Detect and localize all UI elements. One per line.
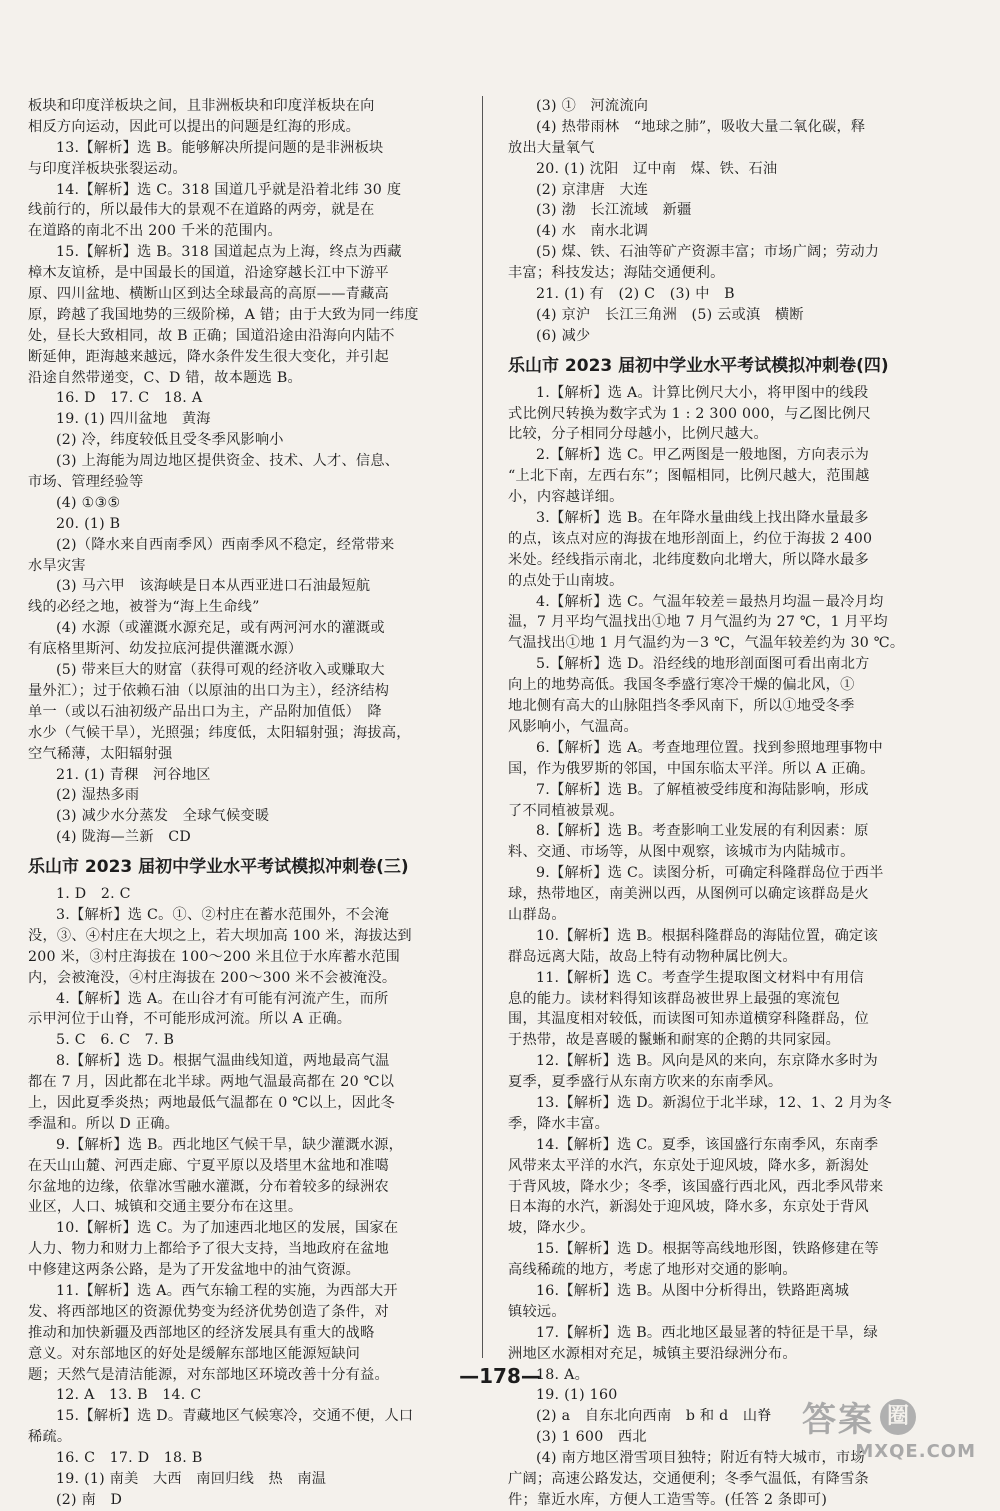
text-line: 稀疏。 (28, 1429, 72, 1446)
text-line: (4) 水源（或灌溉水源充足，或有两河河水的灌溉或 (56, 620, 385, 637)
text-line: 13.【解析】选 B。能够解决所提问题的是非洲板块 (56, 139, 384, 156)
text-line: 坡，降水少。 (508, 1220, 595, 1237)
text-line: 9.【解析】选 B。西北地区气候干旱，缺少灌溉水源， (56, 1136, 404, 1153)
text-line: 空气稀薄，太阳辐射强 (28, 745, 173, 762)
text-line: 向上的地势高低。我国冬季盛行寒冷干燥的偏北风，① (508, 677, 855, 694)
text-line: 地北侧有高大的山脉阻挡冬季风南下，所以①地受冬季 (508, 698, 855, 715)
site-watermark (802, 1392, 982, 1468)
text-line: (4) 南方地区滑雪项目独特；附近有特大城市，市场 (536, 1450, 865, 1467)
text-line: 8.【解析】选 D。根据气温曲线知道，两地最高气温 (56, 1053, 390, 1070)
text-line: 没，③、④村庄在大坝之上，若大坝加高 100 米，海拔达到 (28, 927, 412, 944)
text-line: (4) 陇海—兰新 CD (56, 829, 191, 846)
text-line: (3) 上海能为周边地区提供资金、技术、人才、信息、 (56, 453, 400, 470)
text-line: 上，因此夏季炎热；两地最低气温都在 0 ℃以上，因此冬 (28, 1094, 395, 1111)
column-divider (482, 96, 483, 1358)
text-line: 8.【解析】选 B。考查影响工业发展的有利因素：原 (536, 823, 869, 840)
text-line: 题；天然气是清洁能源，对东部地区环境改善十分有益。 (28, 1366, 389, 1383)
text-line: 15.【解析】选 D。根据等高线地形图，铁路修建在等 (536, 1241, 879, 1258)
text-line: 1. D 2. C (56, 886, 131, 903)
text-line: 丰富；科技发达；海陆交通便利。 (508, 265, 725, 282)
text-line: 日本海的水汽，新潟处于迎风坡，降水多，东京处于背风 (508, 1199, 869, 1216)
text-line: 14.【解析】选 C。夏季，该国盛行东南季风，东南季 (536, 1136, 879, 1153)
text-line: 19. (1) 四川盆地 黄海 (56, 411, 211, 428)
text-line: 意义。对东部地区的好处是缓解东部地区能源短缺问 (28, 1345, 361, 1362)
watermark-badge-icon: 圈 (880, 1399, 916, 1435)
text-line: 17.【解析】选 B。西北地区最显著的特征是干旱，绿 (536, 1324, 878, 1341)
text-line: 镇较远。 (508, 1303, 566, 1320)
text-line: 国，作为俄罗斯的邻国，中国东临太平洋。所以 A 正确。 (508, 760, 875, 777)
text-line: 15.【解析】选 B。318 国道起点为上海，终点为西藏 (56, 244, 402, 261)
text-line: (3) 1 600 西北 (536, 1429, 647, 1446)
text-line: 1.【解析】选 A。计算比例尺大小，将甲图中的线段 (536, 384, 869, 401)
text-line: 19. (1) 南美 大西 南回归线 热 南温 (56, 1471, 327, 1487)
text-line: 在道路的南北不出 200 千米的范围内。 (28, 223, 282, 240)
text-line: 围，其温度相对较低，而读图可知赤道横穿科隆群岛，位 (508, 1011, 869, 1028)
text-line: 的点，该点对应的海拔在地形剖面上，约位于海拔 2 400 (508, 530, 873, 547)
text-line: 与印度洋板块张裂运动。 (28, 160, 187, 177)
text-line: (2) 京津唐 大连 (536, 181, 649, 198)
text-line: 示甲河位于山脊，不可能形成河流。所以 A 正确。 (28, 1011, 352, 1028)
text-line: 式比例尺转换为数字式为 1 : 2 300 000，与乙图比例尺 (508, 405, 871, 422)
text-line: 息的能力。读材料得知该群岛被世界上最强的寒流包 (508, 990, 841, 1007)
text-line: 水旱灾害 (28, 557, 86, 574)
text-line: 温，7 月平均气温找出①地 7 月气温约为 27 ℃，1 月平均 (508, 614, 888, 631)
text-line: 市场、管理经验等 (28, 474, 144, 491)
text-line: 于背风坡，降水少；冬季，该国盛行西北风，西北季风带来 (508, 1178, 884, 1195)
left-column (28, 96, 460, 1511)
text-line: 在天山山麓、河西走廊、宁夏平原以及塔里木盆地和准噶 (28, 1157, 389, 1174)
section-title: 乐山市 2023 届初中学业水平考试模拟冲刺卷(四) (508, 355, 889, 376)
text-line: 料、交通、市场等，从图中观察，该城市为内陆城市。 (508, 844, 855, 861)
text-line: 12. A 13. B 14. C (56, 1387, 202, 1404)
text-line: 19. (1) 160 (536, 1387, 618, 1404)
text-line: 气温找出①地 1 月气温约为－3 ℃，气温年较差约为 30 ℃。 (508, 635, 905, 652)
text-line: 断延伸，距海越来越远，降水条件发生很大变化，并引起 (28, 348, 389, 365)
text-line: 6.【解析】选 A。考查地理位置。找到参照地理事物中 (536, 739, 883, 756)
text-line: 季温和。所以 D 正确。 (28, 1115, 180, 1132)
text-line: (2) a 自东北向西南 b 和 d 山脊 (536, 1408, 772, 1425)
text-line: (2) 南 D (56, 1491, 123, 1508)
text-line: (2) 冷，纬度较低且受冬季风影响小 (56, 432, 284, 449)
text-line: 广阔；高速公路发达，交通便利；冬季气温低，有降雪条 (508, 1471, 869, 1487)
text-line: (3) ① 河流流向 (536, 98, 649, 114)
text-line: (3) 渤 长江流域 新疆 (536, 202, 692, 219)
text-line: 18. A。 (536, 1366, 590, 1383)
text-line: 11.【解析】选 C。考查学生提取图文材料中有用信 (536, 969, 864, 986)
text-line: 16. D 17. C 18. A (56, 390, 203, 407)
text-line: 季，降水丰富。 (508, 1115, 610, 1132)
text-line: 12.【解析】选 B。风向是风的来向，东京降水多时为 (536, 1053, 878, 1070)
text-line: 山群岛。 (508, 906, 566, 923)
text-line: 10.【解析】选 B。根据科隆群岛的海陆位置，确定该 (536, 927, 878, 944)
text-line: (2)（降水来自西南季风）西南季风不稳定，经常带来 (56, 536, 395, 553)
text-line: 11.【解析】选 A。西气东输工程的实施，为西部大开 (56, 1282, 398, 1299)
text-line: 业区，人口、城镇和交通主要分布在这里。 (28, 1199, 303, 1216)
text-line: 16. C 17. D 18. B (56, 1450, 203, 1467)
text-line: (5) 带来巨大的财富（获得可观的经济收入或赚取大 (56, 662, 385, 679)
text-line: 水少（气候干旱），光照强；纬度低，太阳辐射强；海拔高， (28, 724, 411, 741)
text-line: 夏季，夏季盛行从东南方吹来的东南季风。 (508, 1074, 783, 1091)
text-line: 都在 7 月，因此都在北半球。两地气温最高都在 20 ℃以 (28, 1074, 395, 1091)
text-line: 15.【解析】选 D。青藏地区气候寒冷，交通不便，人口 (56, 1408, 414, 1425)
text-line: 人力、物力和财力上都给予了很大支持，当地政府在盆地 (28, 1241, 389, 1258)
text-line: 小，内容越详细。 (508, 489, 624, 506)
text-line: 比较，分子相同分母越小，比例尺越大。 (508, 426, 768, 443)
text-line: 3.【解析】选 B。在年降水量曲线上找出降水量最多 (536, 510, 869, 527)
text-line: 于热带，故是喜暖的鬣蜥和耐寒的企鹅的共同家园。 (508, 1032, 841, 1049)
text-line: 20. (1) 沈阳 辽中南 煤、铁、石油 (536, 160, 778, 177)
text-line: 群岛远离大陆，故岛上特有动物种属比例大。 (508, 948, 797, 965)
text-line: 7.【解析】选 B。了解植被受纬度和海陆影响，形成 (536, 781, 869, 798)
text-line: 沿途自然带递变，C、D 错，故本题选 B。 (28, 369, 302, 386)
text-line: 洲地区水源相对充足，城镇主要沿绿洲分布。 (508, 1345, 797, 1362)
text-line: 3.【解析】选 C。①、②村庄在蓄水范围外，不会淹 (56, 906, 390, 923)
text-line: 10.【解析】选 C。为了加速西北地区的发展，国家在 (56, 1220, 399, 1237)
text-line: 尔盆地的边缘，依靠冰雪融水灌溉，分布着较多的绿洲农 (28, 1178, 389, 1195)
watermark-text: 答案 (802, 1400, 874, 1440)
text-line: (5) 煤、铁、石油等矿产资源丰富；市场广阔；劳动力 (536, 244, 880, 261)
text-line: 单一（或以石油初级产品出口为主，产品附加值低） 降 (28, 703, 382, 720)
text-line: “上北下南，左西右东”；图幅相同，比例尺越大，范围越 (508, 468, 870, 485)
text-line: 9.【解析】选 C。读图分析，可确定科隆群岛位于西半 (536, 865, 884, 882)
text-line: 板块和印度洋板块之间，且非洲板块和印度洋板块在向 (28, 98, 375, 114)
text-line: 21. (1) 青稞 河谷地区 (56, 766, 211, 783)
text-line: 5. C 6. C 7. B (56, 1032, 175, 1049)
text-line: 200 米，③村庄海拔在 100～200 米且位于水库蓄水范围 (28, 948, 401, 965)
text-line: 内，会被淹没，④村庄海拔在 200～300 米不会被淹没。 (28, 969, 397, 986)
text-line: (4) ①③⑤ (56, 494, 121, 511)
text-line: 高线稀疏的地方，考虑了地形对交通的影响。 (508, 1262, 797, 1279)
text-line: (6) 减少 (536, 327, 591, 344)
text-line: 20. (1) B (56, 515, 121, 532)
text-line: (3) 马六甲 该海峡是日本从西亚进口石油最短航 (56, 578, 371, 595)
text-line: (2) 湿热多雨 (56, 787, 140, 804)
text-line: 线的必经之地，被誉为“海上生命线” (28, 599, 260, 616)
text-line: 21. (1) 有 (2) C (3) 中 B (536, 286, 735, 303)
page-number: —178— (459, 1364, 541, 1388)
text-line: 16.【解析】选 B。从图中分析得出，铁路距离城 (536, 1282, 850, 1299)
text-line: 4.【解析】选 A。在山谷才有可能有河流产生，而所 (56, 990, 389, 1007)
text-line: 发、将西部地区的资源优势变为经济优势创造了条件，对 (28, 1303, 389, 1320)
text-line: 5.【解析】选 D。沿经线的地形剖面图可看出南北方 (536, 656, 870, 673)
text-line: 原，跨越了我国地势的三级阶梯，A 错；由于大致为同一纬度 (28, 306, 419, 323)
text-line: 了不同植被景观。 (508, 802, 624, 819)
text-line: 件；靠近水库，方便人工造雪等。(任答 2 条即可) (508, 1491, 828, 1508)
right-column (508, 96, 940, 1511)
text-line: 14.【解析】选 C。318 国道几乎就是沿着北纬 30 度 (56, 181, 402, 198)
section-title: 乐山市 2023 届初中学业水平考试模拟冲刺卷(三) (28, 857, 409, 878)
text-line: 量外汇）；过于依赖石油（以原油的出口为主），经济结构 (28, 682, 390, 699)
text-line: (4) 热带雨林 “地球之肺”，吸收大量二氧化碳，释 (536, 118, 866, 135)
text-line: 风带来太平洋的水汽，东京处于迎风坡，降水多，新潟处 (508, 1157, 869, 1174)
text-line: 中修建这两条公路，是为了开发盆地中的油气资源。 (28, 1262, 361, 1279)
text-line: 樟木友谊桥，是中国最长的国道，沿途穿越长江中下游平 (28, 265, 389, 282)
text-line: 风影响小，气温高。 (508, 718, 638, 735)
text-line: 有底格里斯河、幼发拉底河提供灌溉水源） (28, 641, 303, 658)
text-line: 相反方向运动，因此可以提出的问题是红海的形成。 (28, 118, 361, 135)
text-line: 的点处于山南坡。 (508, 572, 624, 589)
text-line: 4.【解析】选 C。气温年较差＝最热月均温－最冷月均 (536, 593, 884, 610)
text-line: 推动和加快新疆及西部地区的经济发展具有重大的战略 (28, 1324, 375, 1341)
text-line: 线前行的，所以最伟大的景观不在道路的两旁，就是在 (28, 202, 375, 219)
text-line: 处，昼长大致相同，故 B 正确；国道沿途由沿海向内陆不 (28, 327, 395, 344)
text-line: 放出大量氧气 (508, 139, 595, 156)
text-line: 原、四川盆地、横断山区到达全球最高的高原——青藏高 (28, 286, 389, 303)
text-line: 13.【解析】选 D。新潟位于北半球，12、1、2 月为冬 (536, 1094, 892, 1111)
text-line: (3) 减少水分蒸发 全球气候变暖 (56, 808, 270, 825)
text-line: 2.【解析】选 C。甲乙两图是一般地图，方向表示为 (536, 447, 870, 464)
text-line: 米处。经线指示南北，北纬度数向北增大，所以降水最多 (508, 551, 869, 568)
text-line: (4) 水 南水北调 (536, 223, 649, 240)
text-line: (4) 京沪 长江三角洲 (5) 云或滇 横断 (536, 306, 804, 323)
watermark-domain: MXQE.COM (855, 1441, 976, 1462)
text-line: 球，热带地区，南美洲以西，从图例可以确定该群岛是火 (508, 886, 869, 903)
